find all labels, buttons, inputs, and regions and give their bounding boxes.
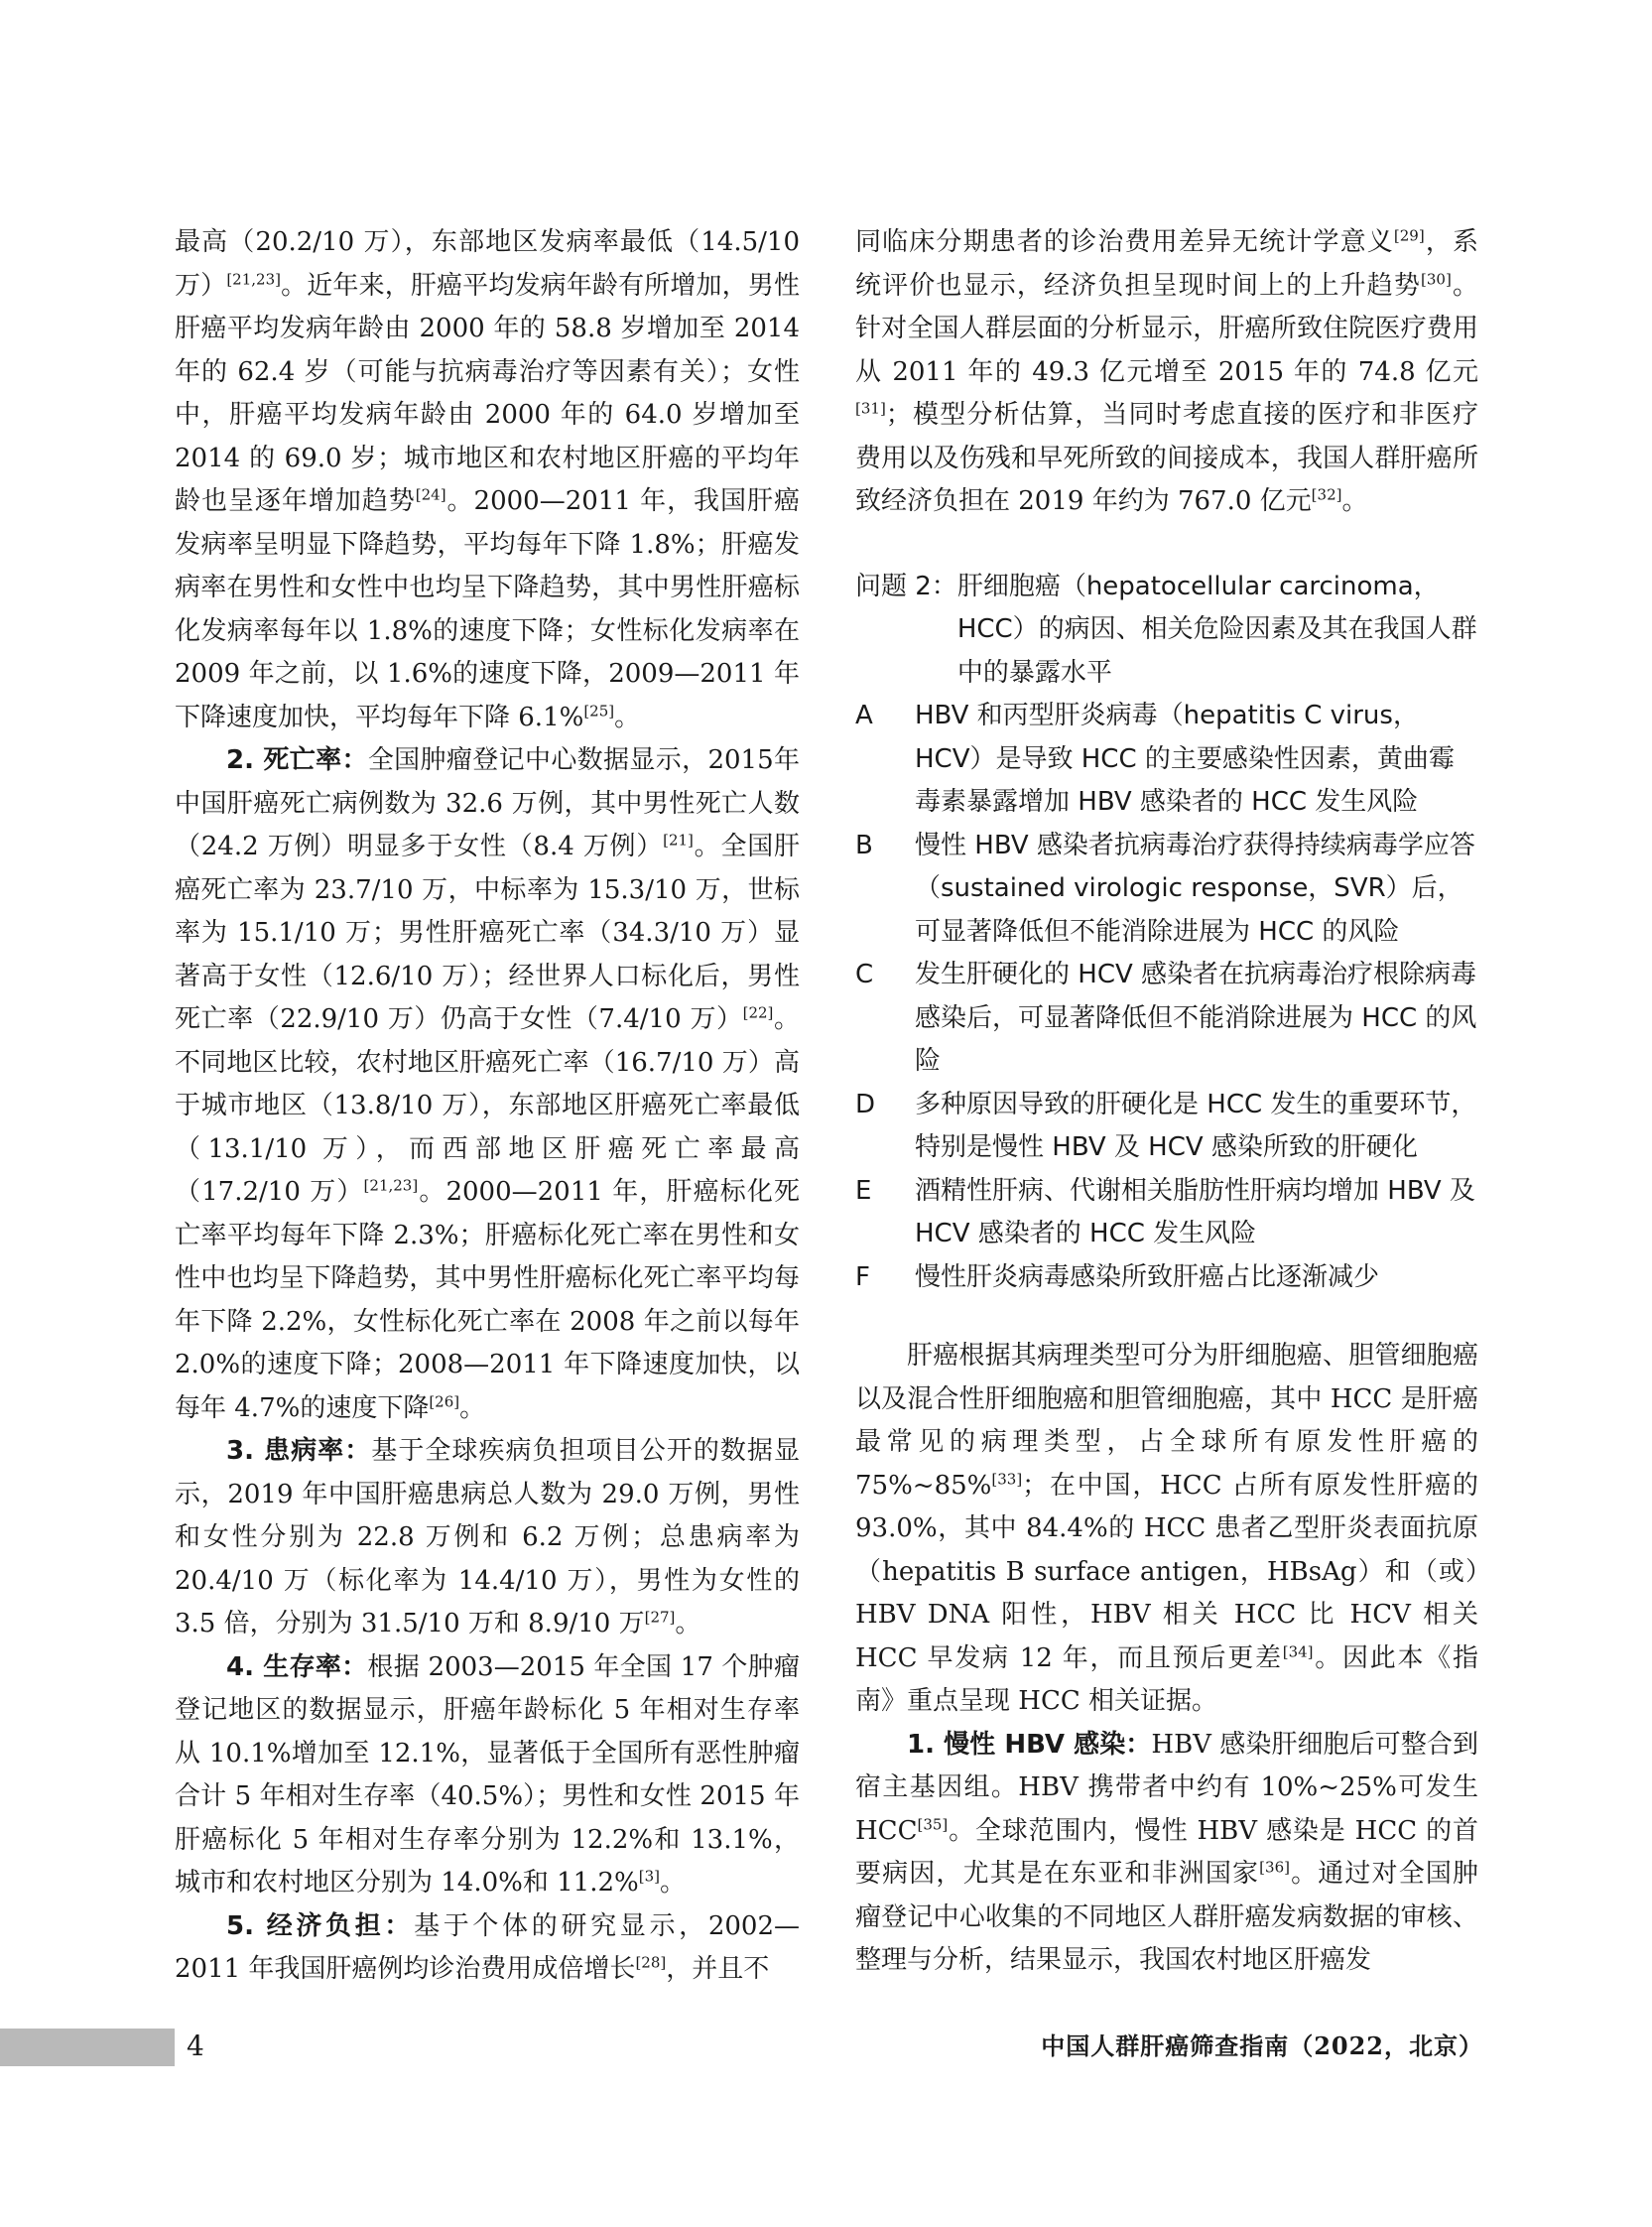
question-text: 肝细胞癌（hepatocellular carcinoma，HCC）的病因、相关危险因素及其在我国人群中的暴露水平 <box>956 571 1477 688</box>
option-label: C <box>855 960 874 989</box>
option-text: 多种原因导致的肝硬化是 HCC 发生的重要环节，特别是慢性 HBV 及 HCV 感染所致的肝硬化 <box>915 1089 1477 1162</box>
running-title: 中国人群肝癌筛查指南（2022，北京） <box>1041 2031 1483 2060</box>
left-column <box>175 221 800 1992</box>
question-option <box>855 1256 1478 1300</box>
section-heading: 4. 生存率： <box>226 1651 368 1682</box>
question-option <box>855 954 1478 1084</box>
section-survival: 4. 生存率：根据 2003—2015 年全国 17 个肿瘤登记地区的数据显示，肝癌年龄标化 5 年相对生存率从 10.1%增加至 12.1%，显著低于全国所有恶性肿瘤合计 5 年相对生存率（40.5%）；男性和女性 2015 年肝癌标化 5 年相对生存率分别为 12.2%和 13.1%，城市和农村地区分别为 14.0%和 11.2%[3]。 <box>175 1651 800 1898</box>
footer-bar <box>0 2029 175 2066</box>
section-heading: 1. 慢性 HBV 感染： <box>907 1729 1152 1760</box>
section-heading: 3. 患病率： <box>226 1436 372 1466</box>
question-block <box>855 566 1478 1300</box>
question-option <box>855 1170 1478 1256</box>
section-chronic-hbv: 1. 慢性 HBV 感染：HBV 感染肝细胞后可整合到宿主基因组。HBV 携带者中约有 10%~25%可发生 HCC[35]。全球范围内，慢性 HBV 感染是 HCC 的首要病因，尤其是在东亚和非洲国家[36]。通过对全国肿瘤登记中心收集的不同地区人群肝癌发病数据的审核、整理与分析，结果显示，我国农村地区肝癌发 <box>855 1729 1478 1975</box>
option-label: F <box>855 1261 870 1292</box>
option-text: HBV 和丙型肝炎病毒（hepatitis C virus，HCV）是导致 HCC 的主要感染性因素，黄曲霉毒素暴露增加 HBV 感染者的 HCC 发生风险 <box>915 701 1455 817</box>
paragraph-pathology: 肝癌根据其病理类型可分为肝细胞癌、胆管细胞癌以及混合性肝细胞癌和胆管细胞癌，其中 HCC 是肝癌最常见的病理类型，占全球所有原发性肝癌的 75%~85%[33]；在中国，HCC 占所有原发性肝癌的 93.0%，其中 84.4%的 HCC 患者乙型肝炎表面抗原（hepatitis B surface antigen，HBsAg）和（或）HBV DNA 阳性，HBV 相关 HCC 比 HCV 相关 HCC 早发病 12 年，而且预后更差[34]。因此本《指南》重点呈现 HCC 相关证据。 <box>855 1341 1478 1716</box>
option-text: 慢性 HBV 感染者抗病毒治疗获得持续病毒学应答（sustained virologic response，SVR）后，可显著降低但不能消除进展为 HCC 的风险 <box>915 830 1475 947</box>
right-column <box>855 221 1478 1983</box>
option-label: B <box>855 830 873 860</box>
option-text: 慢性肝炎病毒感染所致肝癌占比逐渐减少 <box>915 1261 1380 1292</box>
question-option <box>855 825 1478 955</box>
option-label: D <box>855 1089 876 1119</box>
page-number: 4 <box>187 2030 204 2062</box>
question-label: 问题 2： <box>855 571 957 601</box>
option-label: A <box>855 701 873 730</box>
section-heading: 5. 经济负担： <box>226 1910 415 1941</box>
question-heading <box>855 566 1478 696</box>
section-prevalence: 3. 患病率：基于全球疾病负担项目公开的数据显示，2019 年中国肝癌患病总人数为 29.0 万例，男性和女性分别为 22.8 万例和 6.2 万例；总患病率为 20.4/10 万（标化率为 14.4/10 万），男性为女性的 3.5 倍，分别为 31.5/10 万和 8.9/10 万[27]。 <box>175 1436 800 1638</box>
question-option <box>855 695 1478 825</box>
option-text: 酒精性肝病、代谢相关脂肪性肝病均增加 HBV 及 HCV 感染者的 HCC 发生风险 <box>915 1175 1475 1248</box>
section-heading: 2. 死亡率： <box>226 745 368 775</box>
paragraph-economic-burden-cont: 同临床分期患者的诊治费用差异无统计学意义[29]，系统评价也显示，经济负担呈现时间上的上升趋势[30]。针对全国人群层面的分析显示，肝癌所致住院医疗费用从 2011 年的 49.3 亿元增至 2015 年的 74.8 亿元[31]；模型分析估算，当同时考虑直接的医疗和非医疗费用以及伤残和早死所致的间接成本，我国人群肝癌所致经济负担在 2019 年约为 767.0 亿元[32]。 <box>855 226 1478 516</box>
question-option <box>855 1084 1478 1170</box>
option-label: E <box>855 1175 872 1206</box>
option-text: 发生肝硬化的 HCV 感染者在抗病毒治疗根除病毒感染后，可显著降低但不能消除进展为 HCC 的风险 <box>915 960 1477 1076</box>
section-mortality: 2. 死亡率：全国肿瘤登记中心数据显示，2015年中国肝癌死亡病例数为 32.6 万例，其中男性死亡人数（24.2 万例）明显多于女性（8.4 万例）[21]。全国肝癌死亡率为 23.7/10 万，中标率为 15.3/10 万，世标率为 15.1/10 万；男性肝癌死亡率（34.3/10 万）显著高于女性（12.6/10 万）；经世界人口标化后，男性死亡率（22.9/10 万）仍高于女性（7.4/10 万）[22]。不同地区比较，农村地区肝癌死亡率（16.7/10 万）高于城市地区（13.8/10 万），东部地区肝癌死亡率最低（13.1/10 万），而西部地区肝癌死亡率最高（17.2/10 万）[21,23]。2000—2011 年，肝癌标化死亡率平均每年下降 2.3%；肝癌标化死亡率在男性和女性中也均呈下降趋势，其中男性肝癌标化死亡率平均每年下降 2.2%，女性标化死亡率在 2008 年之前以每年 2.0%的速度下降；2008—2011 年下降速度加快，以每年 4.7%的速度下降[26]。 <box>175 745 801 1423</box>
paragraph-incidence-trend: 最高（20.2/10 万），东部地区发病率最低（14.5/10 万）[21,23]。近年来，肝癌平均发病年龄有所增加，男性肝癌平均发病年龄由 2000 年的 58.8 岁增加至 2014 年的 62.4 岁（可能与抗病毒治疗等因素有关）；女性中，肝癌平均发病年龄由 2000 年的 64.0 岁增加至 2014 的 69.0 岁；城市地区和农村地区肝癌的平均年龄也呈逐年增加趋势[24]。2000—2011 年，我国肝癌发病率呈明显下降趋势，平均每年下降 1.8%；肝癌发病率在男性和女性中也均呈下降趋势，其中男性肝癌标化发病率每年以 1.8%的速度下降；女性标化发病率在 2009 年之前，以 1.6%的速度下降，2009—2011 年下降速度加快，平均每年下降 6.1%[25]。 <box>175 227 800 732</box>
section-economic-burden: 5. 经济负担：基于个体的研究显示，2002—2011 年我国肝癌例均诊治费用成倍增长[28]，并且不 <box>175 1910 800 1984</box>
